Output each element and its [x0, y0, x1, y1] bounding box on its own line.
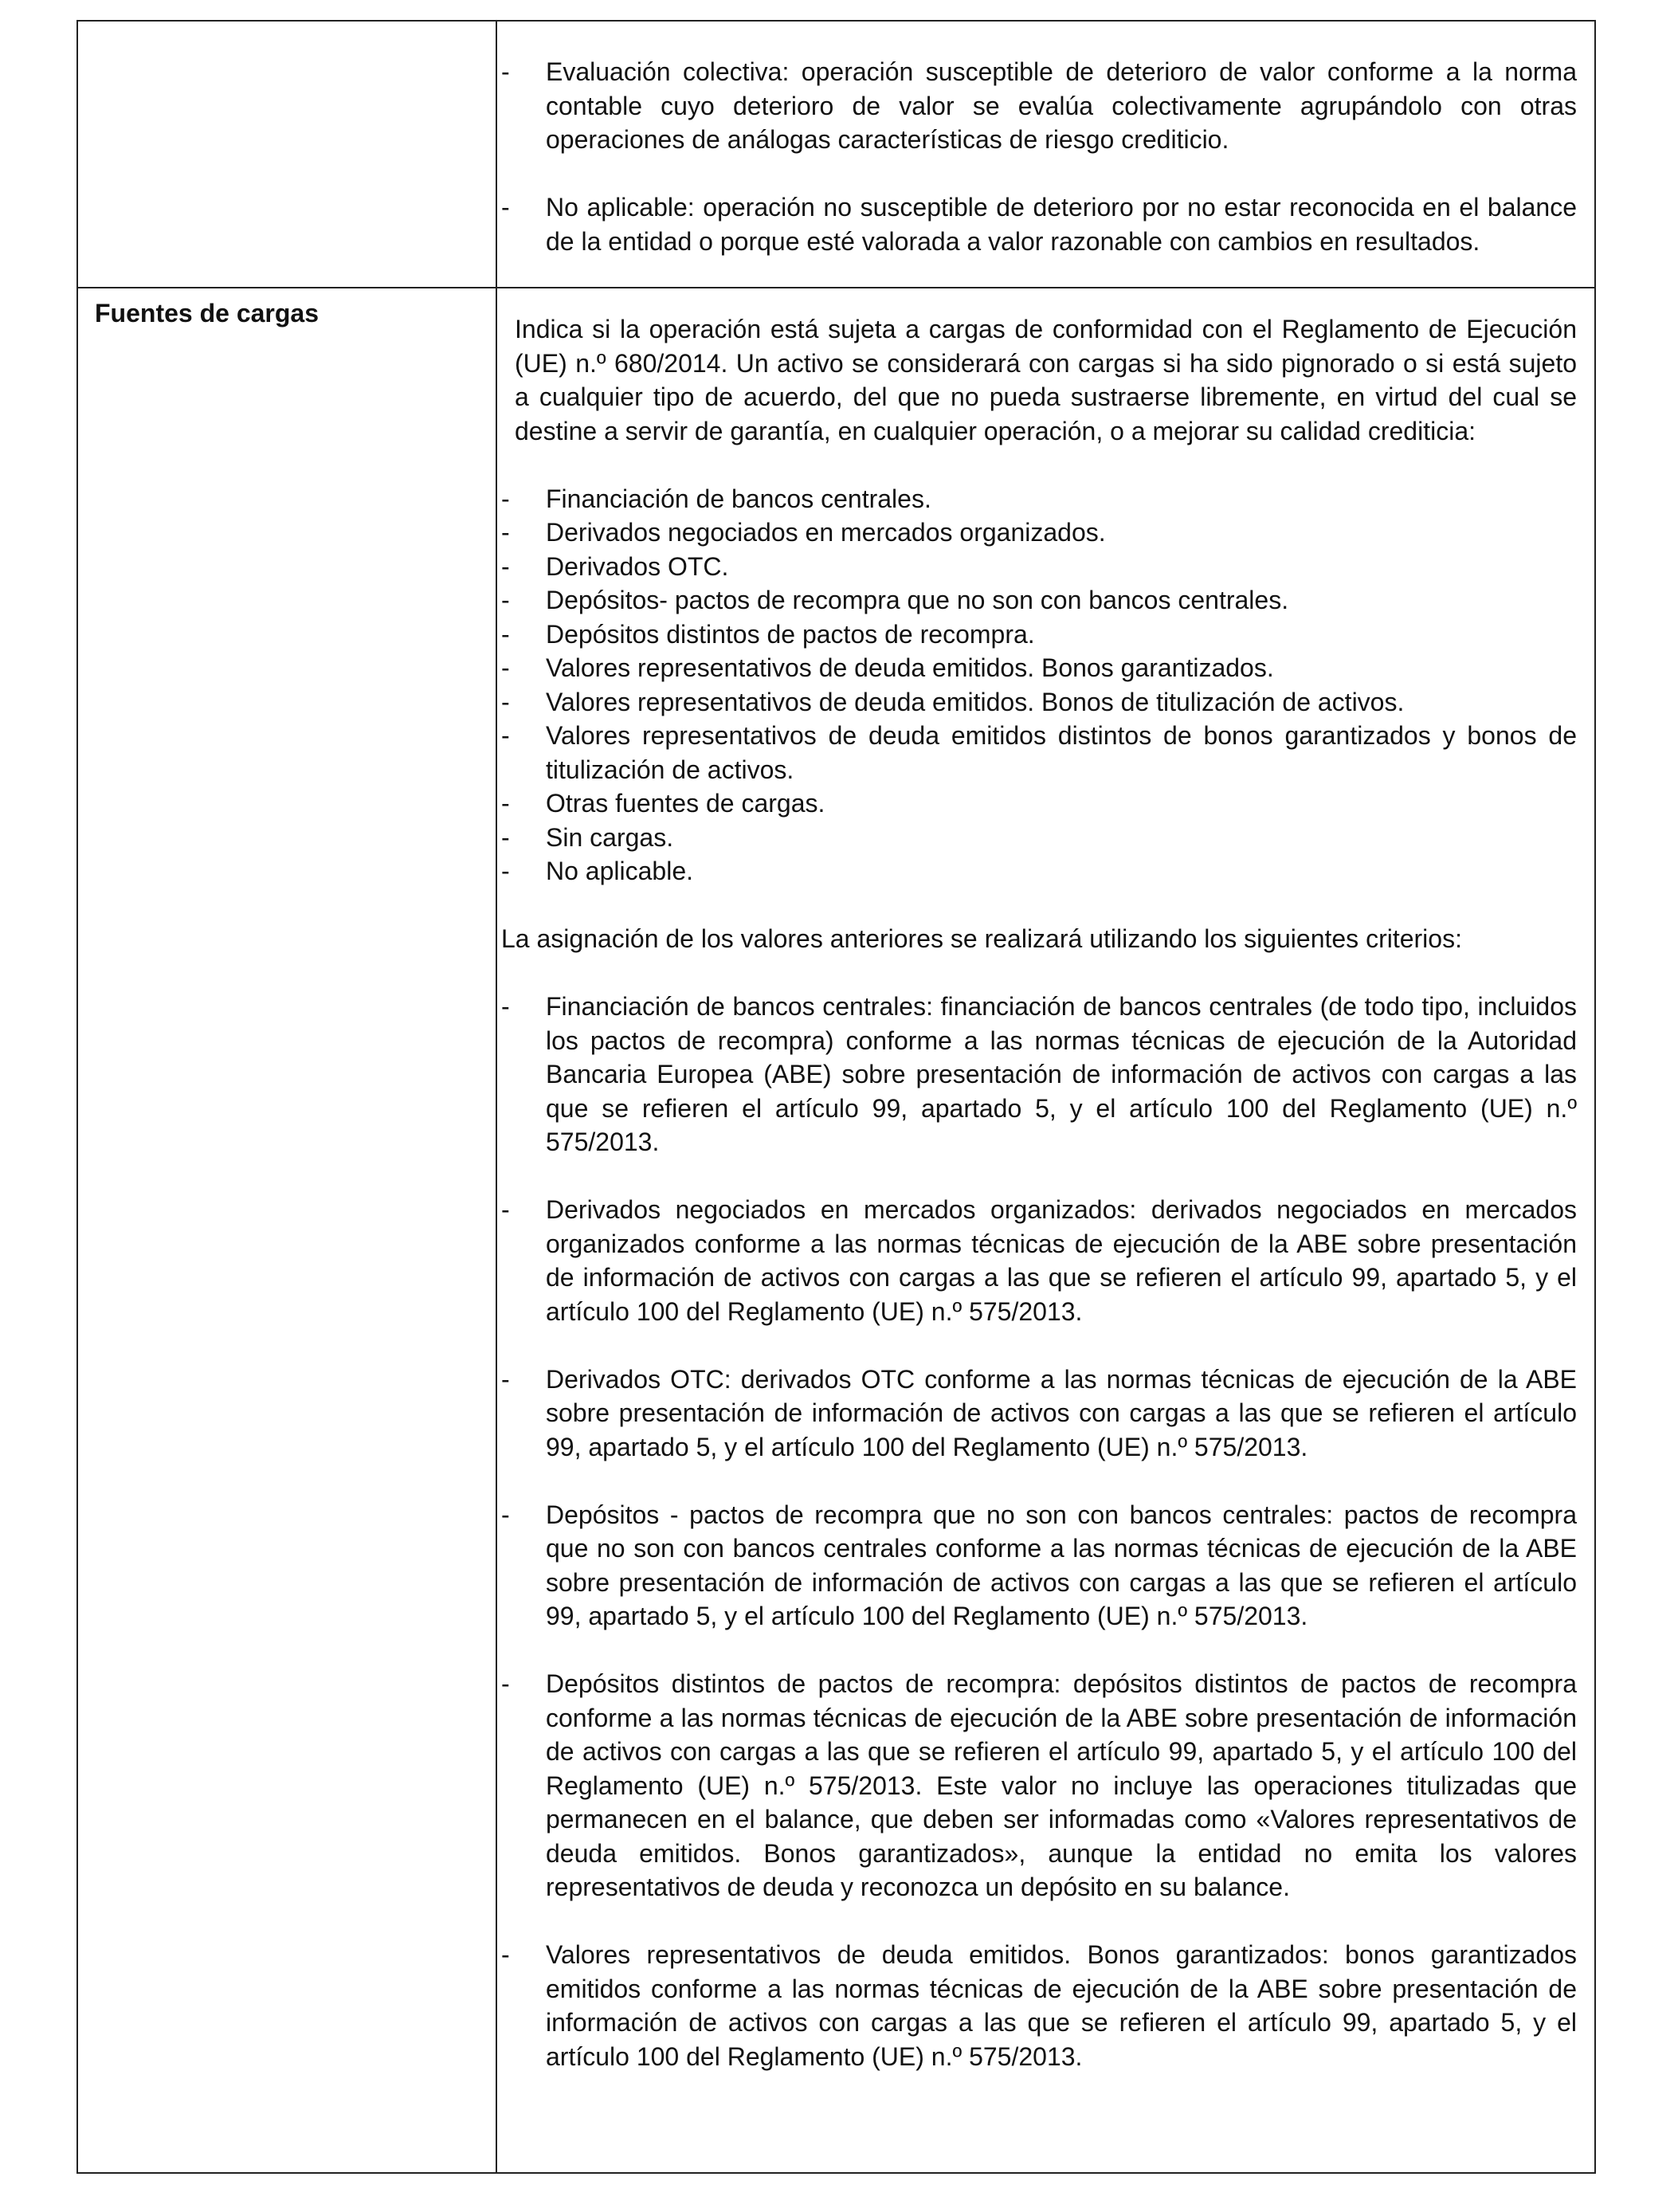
list-item: - Valores representativos de deuda emitidos. Bonos garantizados. — [501, 653, 1274, 682]
list-item: - Evaluación colectiva: operación susceptible de deterioro de valor conforme a la norma contable cuyo deterioro de valor se evalúa colectivamente agrupándolo con otras operaciones de análogas características de riesgo crediticio. — [501, 57, 1577, 154]
list-item: - Derivados negociados en mercados organizados. — [501, 518, 1106, 547]
table-row-fuentes-de-cargas — [78, 288, 1594, 2172]
list-item-text: Depósitos distintos de pactos de recompra. — [546, 619, 1035, 649]
list-item: - No aplicable. — [501, 857, 693, 885]
list-item: - Depósitos- pactos de recompra que no son con bancos centrales. — [501, 586, 1289, 614]
list-item: - No aplicable: operación no susceptible de deterioro por no estar reconocida en el balance de la entidad o porque esté valorada a valor razonable con cambios en resultados. — [501, 193, 1577, 256]
list-item-text: Derivados negociados en mercados organizados: derivados negociados en mercados organizados conforme a las normas técnicas de ejecución de la ABE sobre presentación de información de activos con cargas a las que se refieren el artículo 99, apartado 5, y el artículo 100 del Reglamento (UE) n.º 575/2013. — [546, 1195, 1577, 1326]
list-item: - Derivados OTC. — [501, 551, 729, 581]
list-item: - Valores representativos de deuda emitidos distintos de bonos garantizados y bonos de titulización de activos. — [501, 721, 1577, 784]
list-item: - Depósitos - pactos de recompra que no son con bancos centrales: pactos de recompra que no son con bancos centrales conforme a las normas técnicas de ejecución de la ABE sobre presentación de información de activos con cargas a las que se refieren el artículo 99, apartado 5, y el artículo 100 del Reglamento (UE) n.º 575/2013. — [501, 1500, 1577, 1630]
list-item-text: Derivados negociados en mercados organizados. — [546, 518, 1106, 547]
intro-paragraph: Indica si la operación está sujeta a cargas de conformidad con el Reglamento de Ejecución (UE) n.º 680/2014. Un activo se considerará con cargas si ha sido pignorado o si está sujeto a cualquier tipo de acuerdo, del que no pueda sustraerse libremente, en virtud del cual se destine a servir de garantía, en cualquier operación, o a mejorar su calidad crediticia: — [515, 315, 1577, 445]
list-item-text: Valores representativos de deuda emitidos distintos de bonos garantizados y bonos de titulización de activos. — [546, 721, 1577, 784]
list-item: - Depósitos distintos de pactos de recompra: depósitos distintos de pactos de recompra conforme a las normas técnicas de ejecución de la ABE sobre presentación de información de activos con cargas a las que se refieren el artículo 99, apartado 5, y el artículo 100 del Reglamento (UE) n.º 575/2013. Este valor no incluye las operaciones titulizadas que permanecen en el balance, que deben ser informadas como «Valores representativos de deuda emitidos. Bonos garantizados», aunque la entidad no emita los valores representativos de deuda y reconozca un depósito en su balance. — [501, 1669, 1577, 1901]
list-item-text: Derivados OTC. — [546, 551, 729, 581]
list-item-text: No aplicable: operación no susceptible de deterioro por no estar reconocida en el balance de la entidad o porque esté valorada a valor razonable con cambios en resultados. — [546, 193, 1577, 256]
list-item-text: Sin cargas. — [546, 822, 674, 852]
list-item-text: Valores representativos de deuda emitidos. Bonos garantizados: bonos garantizados emitidos conforme a las normas técnicas de ejecución de la ABE sobre presentación de información de activos con cargas a las que se refieren el artículo 99, apartado 5, y el artículo 100 del Reglamento (UE) n.º 575/2013. — [546, 1940, 1577, 2071]
list-item: - Financiación de bancos centrales: financiación de bancos centrales (de todo tipo, incluidos los pactos de recompra) conforme a las normas técnicas de ejecución de la Autoridad Bancaria Europea (ABE) sobre presentación de información de activos con cargas a las que se refieren el artículo 99, apartado 5, y el artículo 100 del Reglamento (UE) n.º 575/2013. — [501, 992, 1577, 1156]
definitions-table — [76, 20, 1596, 2174]
row2-content-cell — [501, 312, 1577, 2073]
list-item-text: Valores representativos de deuda emitidos. Bonos garantizados. — [546, 653, 1274, 682]
row-label: Fuentes de cargas — [95, 299, 319, 327]
criteria-list — [501, 990, 1577, 2073]
list-item: - Depósitos distintos de pactos de recompra. — [501, 619, 1035, 649]
list-item: - Otras fuentes de cargas. — [501, 789, 825, 818]
list-item: - Sin cargas. — [501, 822, 674, 852]
list-item-text: Financiación de bancos centrales: financiación de bancos centrales (de todo tipo, incluidos los pactos de recompra) conforme a las normas técnicas de ejecución de la Autoridad Bancaria Europea (ABE) sobre presentación de información de activos con cargas a las que se refieren el artículo 99, apartado 5, y el artículo 100 del Reglamento (UE) n.º 575/2013. — [546, 992, 1577, 1156]
list-item-text: Depósitos- pactos de recompra que no son con bancos centrales. — [546, 586, 1289, 614]
list-item-text: Valores representativos de deuda emitidos. Bonos de titulización de activos. — [546, 687, 1405, 716]
list-item: - Derivados negociados en mercados organizados: derivados negociados en mercados organizados conforme a las normas técnicas de ejecución de la ABE sobre presentación de información de activos con cargas a las que se refieren el artículo 99, apartado 5, y el artículo 100 del Reglamento (UE) n.º 575/2013. — [501, 1195, 1577, 1326]
table-row-impairment — [78, 22, 1594, 288]
list-item-text: Evaluación colectiva: operación susceptible de deterioro de valor conforme a la norma contable cuyo deterioro de valor se evalúa colectivamente agrupándolo con otras operaciones de análogas características de riesgo crediticio. — [546, 57, 1577, 154]
list-item-text: Depósitos - pactos de recompra que no son con bancos centrales: pactos de recompra que no son con bancos centrales conforme a las normas técnicas de ejecución de la ABE sobre presentación de información de activos con cargas a las que se refieren el artículo 99, apartado 5, y el artículo 100 del Reglamento (UE) n.º 575/2013. — [546, 1500, 1577, 1630]
list-item-text: No aplicable. — [546, 857, 693, 885]
list-item-text: Depósitos distintos de pactos de recompra: depósitos distintos de pactos de recompra conforme a las normas técnicas de ejecución de la ABE sobre presentación de información de activos con cargas a las que se refieren el artículo 99, apartado 5, y el artículo 100 del Reglamento (UE) n.º 575/2013. Este valor no incluye las operaciones titulizadas que permanecen en el balance, que deben ser informadas como «Valores representativos de deuda emitidos. Bonos garantizados», aunque la entidad no emita los valores representativos de deuda y reconozca un depósito en su balance. — [546, 1669, 1577, 1901]
list-item: - Financiación de bancos centrales. — [501, 484, 931, 513]
list-item-text: Financiación de bancos centrales. — [546, 484, 931, 513]
list-item-text: Otras fuentes de cargas. — [546, 789, 825, 818]
list-item: - Valores representativos de deuda emitidos. Bonos de titulización de activos. — [501, 687, 1405, 716]
list-item: - Valores representativos de deuda emitidos. Bonos garantizados: bonos garantizados emitidos conforme a las normas técnicas de ejecución de la ABE sobre presentación de información de activos con cargas a las que se refieren el artículo 99, apartado 5, y el artículo 100 del Reglamento (UE) n.º 575/2013. — [501, 1940, 1577, 2071]
row1-content-cell — [501, 55, 1577, 258]
list-item-text: Derivados OTC: derivados OTC conforme a las normas técnicas de ejecución de la ABE sobre presentación de información de activos con cargas a las que se refieren el artículo 99, apartado 5, y el artículo 100 del Reglamento (UE) n.º 575/2013. — [546, 1364, 1577, 1461]
list-item: - Derivados OTC: derivados OTC conforme a las normas técnicas de ejecución de la ABE sobre presentación de información de activos con cargas a las que se refieren el artículo 99, apartado 5, y el artículo 100 del Reglamento (UE) n.º 575/2013. — [501, 1364, 1577, 1461]
values-list — [501, 482, 1577, 888]
criteria-intro-paragraph: La asignación de los valores anteriores se realizará utilizando los siguientes criterios: — [501, 924, 1462, 953]
